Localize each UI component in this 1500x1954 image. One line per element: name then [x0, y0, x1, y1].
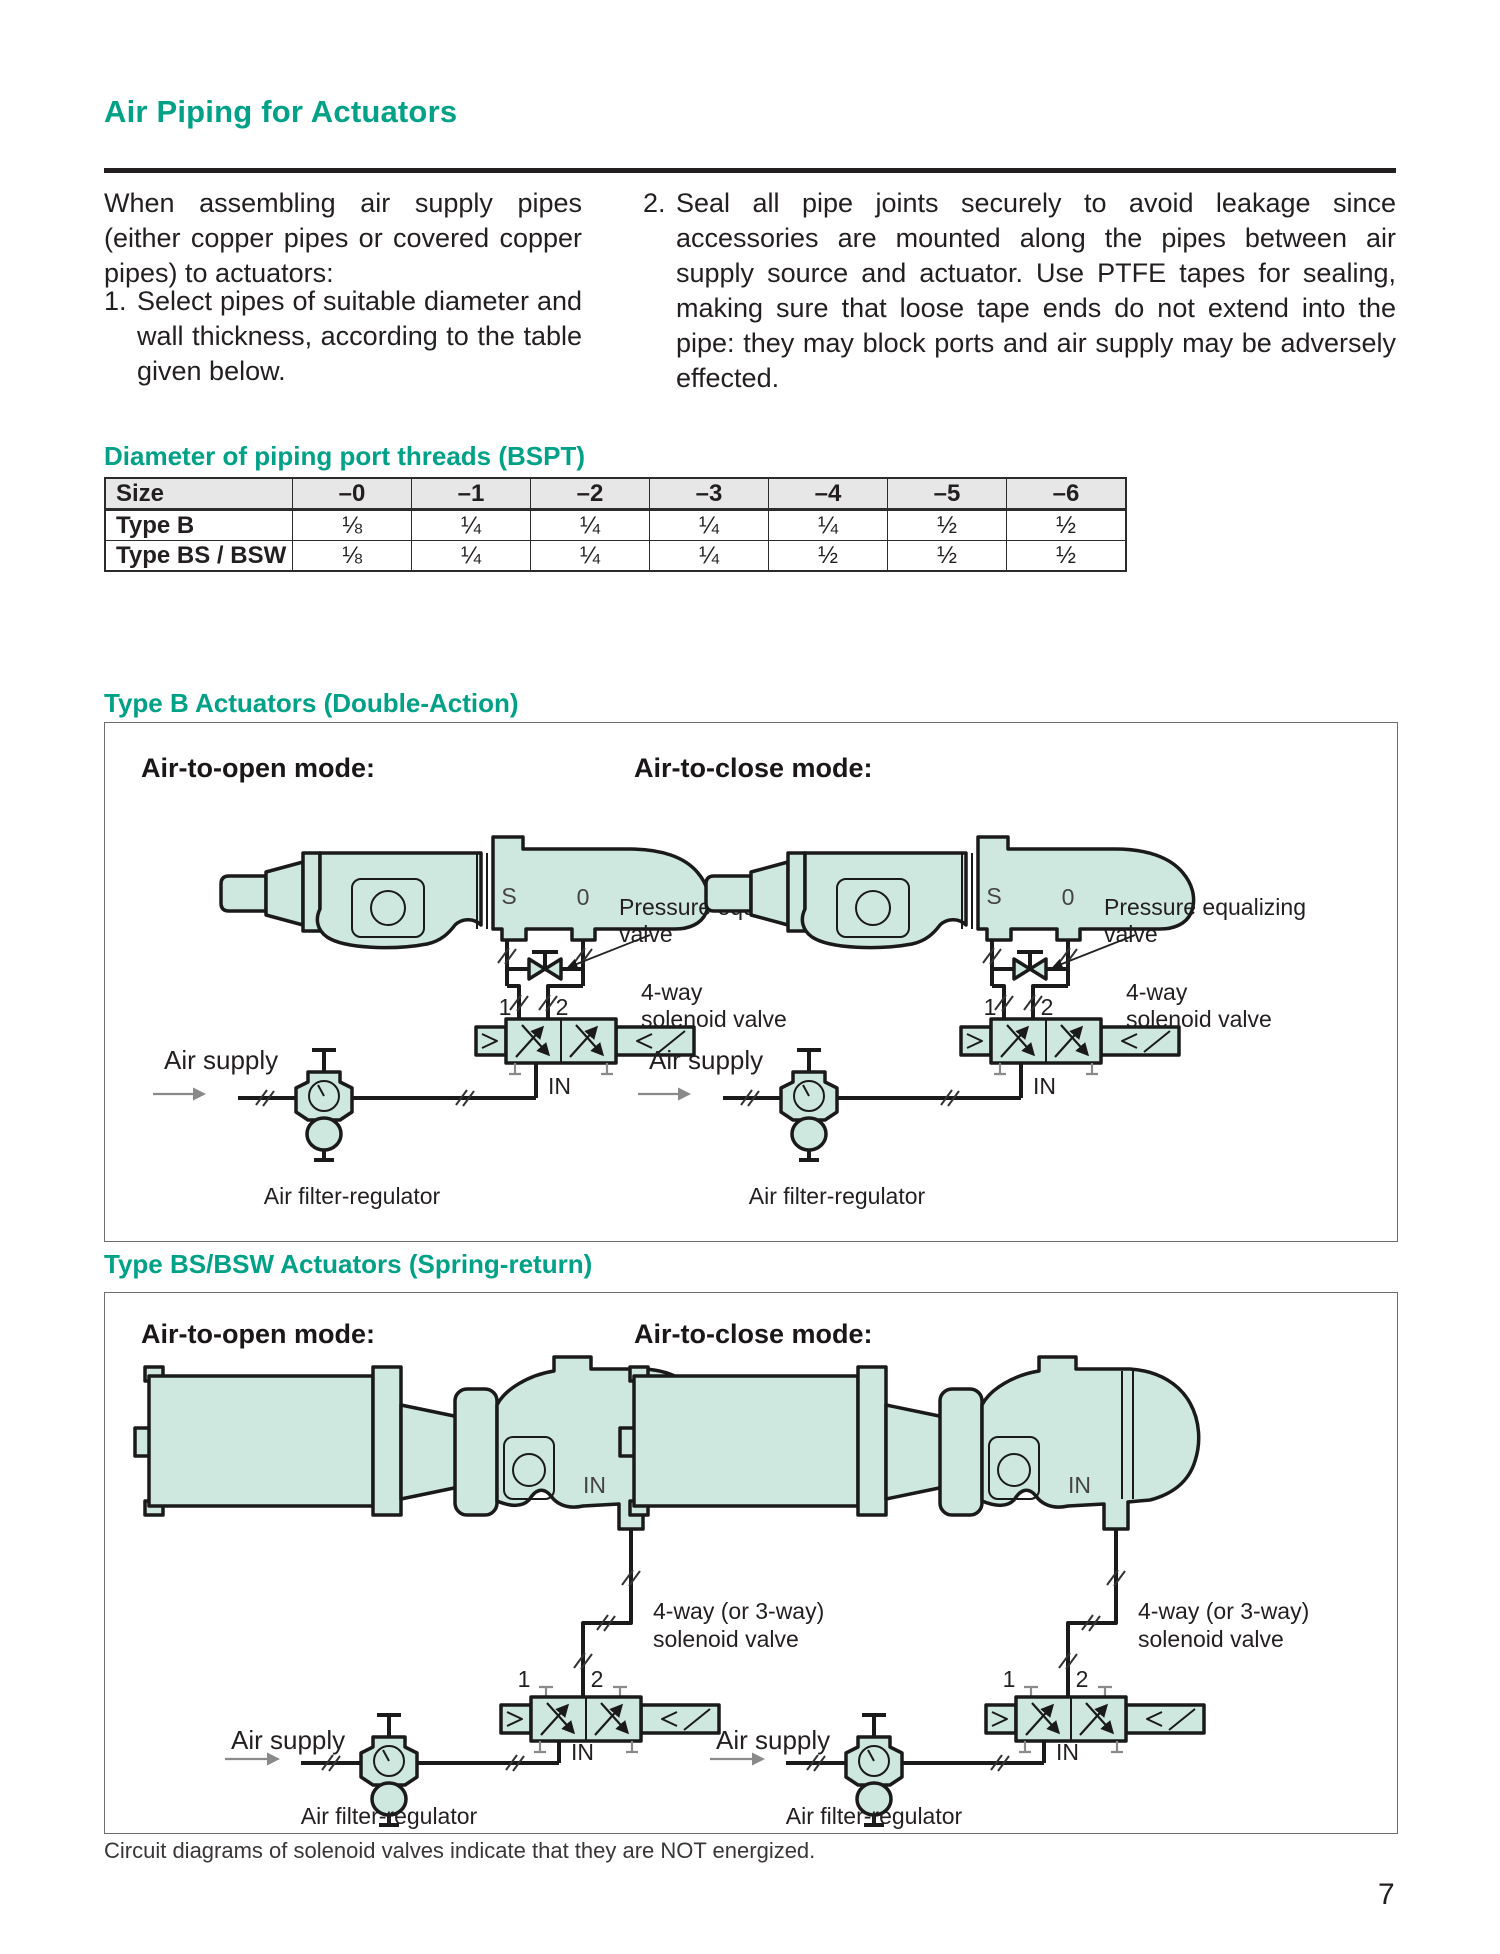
cell: ½ — [888, 541, 1007, 572]
cell: ½ — [1007, 510, 1127, 541]
header-cell: –2 — [531, 478, 650, 510]
intro-paragraph: When assembling air supply pipes (either copper pipes or covered copper pipes) to actuators: — [104, 188, 582, 288]
section-1-heading: Type B Actuators (Double-Action) — [104, 688, 519, 718]
item-2-number: 2. — [643, 188, 666, 218]
header-cell: Size — [105, 478, 293, 510]
header-cell: –4 — [769, 478, 888, 510]
intro-item-1 — [104, 284, 582, 389]
cell: ¼ — [412, 510, 531, 541]
table-heading: Diameter of piping port threads (BSPT) — [104, 441, 586, 471]
cell: ⅛ — [293, 541, 412, 572]
cell: ¼ — [412, 541, 531, 572]
header-cell: –3 — [650, 478, 769, 510]
cell: ¼ — [650, 510, 769, 541]
cell: ½ — [769, 541, 888, 572]
item-1-text: Select pipes of suitable diameter and wall thickness, according to the table given below. — [137, 286, 582, 386]
cell: ¼ — [531, 510, 650, 541]
type-bs-diagram-box — [104, 1292, 1398, 1834]
air-to-open-title: Air-to-open mode: — [141, 753, 375, 783]
row-label: Type BS / BSW — [105, 541, 293, 572]
type-b-diagram-box — [104, 722, 1398, 1242]
cell: ¼ — [769, 510, 888, 541]
cell: ½ — [888, 510, 1007, 541]
title-rule — [104, 168, 1396, 173]
header-cell: –0 — [293, 478, 412, 510]
item-2-text: Seal all pipe joints securely to avoid leakage since accessories are mounted along the pipes between air supply source and actuator. Use PTFE tapes for sealing, making sure that loose tape ends do not extend into the pipe: they may block ports and air supply may be adversely effected. — [676, 188, 1396, 393]
table-row — [105, 510, 1126, 541]
row-label: Type B — [105, 510, 293, 541]
air-to-open-title: Air-to-open mode: — [141, 1319, 375, 1349]
table-header-row — [105, 478, 1126, 510]
footnote: Circuit diagrams of solenoid valves indicate that they are NOT energized. — [104, 1838, 816, 1863]
header-cell: –1 — [412, 478, 531, 510]
page-title: Air Piping for Actuators — [104, 94, 458, 129]
type-b-diagrams — [105, 723, 1395, 1237]
air-to-close-circuit — [620, 1357, 1309, 1829]
cell: ¼ — [531, 541, 650, 572]
item-1-number: 1. — [104, 286, 127, 316]
cell: ¼ — [650, 541, 769, 572]
piping-port-table — [104, 477, 1127, 572]
table-row — [105, 541, 1126, 572]
header-cell: –5 — [888, 478, 1007, 510]
page-number: 7 — [1378, 1878, 1395, 1911]
intro-item-2 — [643, 186, 1396, 396]
air-to-close-title: Air-to-close mode: — [634, 1319, 873, 1349]
header-cell: –6 — [1007, 478, 1127, 510]
type-bs-diagrams — [105, 1293, 1395, 1829]
cell: ½ — [1007, 541, 1127, 572]
air-to-close-title: Air-to-close mode: — [634, 753, 873, 783]
section-2-heading: Type BS/BSW Actuators (Spring-return) — [104, 1249, 593, 1279]
cell: ⅛ — [293, 510, 412, 541]
